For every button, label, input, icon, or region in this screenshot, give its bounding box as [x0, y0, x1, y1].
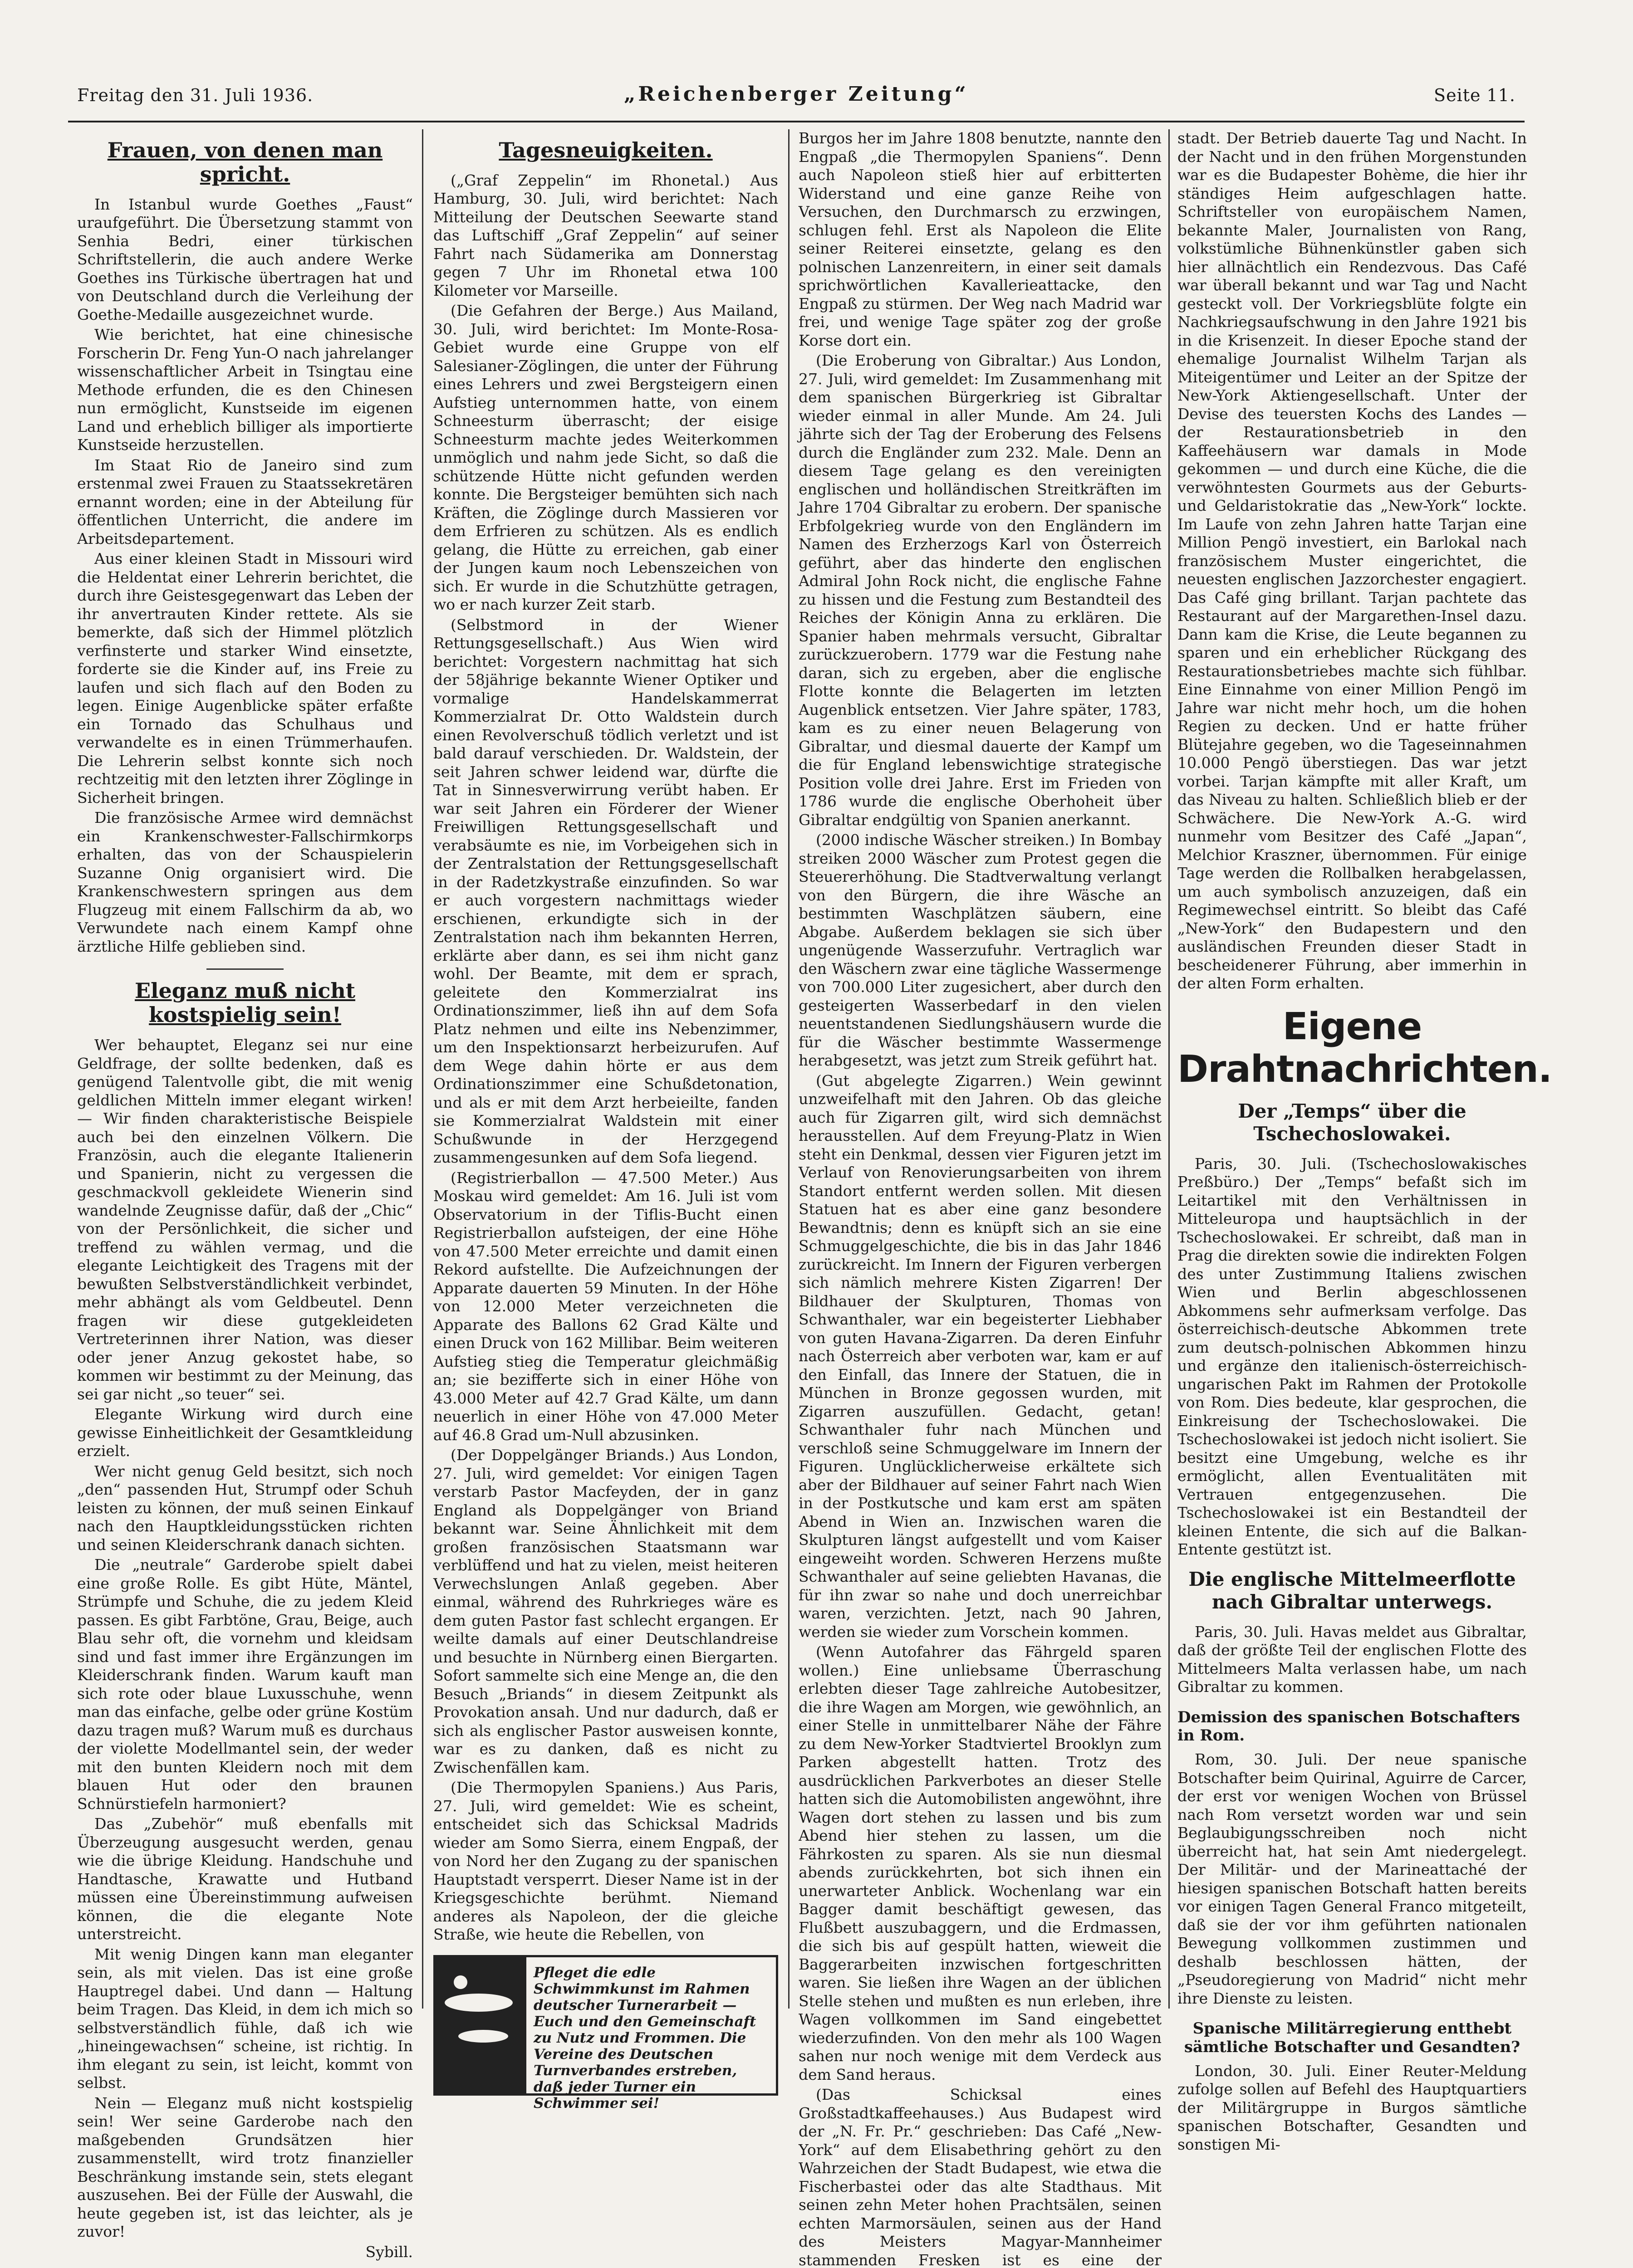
article-heading: Demission des spanischen Botschafters in Rom.: [1177, 1708, 1520, 1745]
article-paragraph: Wer behauptet, Eleganz sei nur eine Geldfrage, der sollte bedenken, daß es genügend Talentvolle gibt, die mit wenig geldlichen Mitteln immer elegant wirken! — Wir finden charakteristische Beispiele auch bei den einzelnen Völkern. Die Französin, auch die elegante Italienerin und Spanierin, nicht zu vergessen die geschmackvoll gekleidete Wienerin sind wandelnde Zeugnisse dafür, daß der „Chic“ von der Persönlichkeit, die sicher und treffend zu wählen vermag, und die elegante Leichtigkeit des Tragens mit der bewußten Selbstverständlichkeit verbindet, mehr abhängt als vom Geldbeutel. Denn fragen wir diese gutgekleideten Vertreterinnen ihrer Nation, was dieser oder jener Anzug gekostet habe, so kommen wir bestimmt zu der Meinung, das sei gar nicht „so teuer“ sei.: [77, 1036, 413, 1403]
column-2: [433, 129, 778, 2112]
article-paragraph: Nein — Eleganz muß nicht kostspielig sein! Wer seine Garderobe nach den maßgebenden Grundsätzen hier zusammenstellt, wird trotz finanzieller Beschränkung imstande sein, stets elegant auszusehen. Bei der Fülle der Auswahl, die heute gegeben ist, ist das leichter, als je zuvor!: [77, 2094, 413, 2241]
column-rule: [422, 129, 423, 2009]
header-date: Freitag den 31. Juli 1936.: [77, 85, 314, 105]
article-heading: Spanische Militärregierung entthebt sämtliche Botschafter und Gesandten?: [1184, 2019, 1520, 2057]
article-paragraph: Die „neutrale“ Garderobe spielt dabei eine große Rolle. Es gibt Hüte, Mäntel, Strümpfe und Schuhe, die zu jedem Kleid passen. Es gibt Farbtöne, Grau, Beige, auch Blau sehr oft, die vornehm und kleidsam sind und fast immer ihre Ergänzungen im Kleiderschrank finden. Warum kauft man sich rote oder blaue Luxusschuhe, wenn man das einfache, gelbe oder grüne Kostüm dazu tragen muß? Warum muß es durchaus der violette Modellmantel sein, der weder mit den bunten Kleidern noch mit dem blauen Hut oder den braunen Schnürstiefeln harmoniert?: [77, 1556, 413, 1813]
author-signature: Sybill.: [365, 2243, 413, 2261]
article-heading: Frauen, von denen man spricht.: [107, 138, 383, 186]
column-rule: [788, 129, 790, 2009]
news-item: (Die Eroberung von Gibraltar.) Aus London, 27. Juli, wird gemeldet: Im Zusammenhang mit dem spanischen Bürgerkrieg ist Gibraltar wieder einmal in aller Munde. Am 24. Juli jährte sich der Tag der Eroberung des Felsens durch die Engländer zum 232. Male. Denn an diesem Tage gelang es den vereinigten englischen und holländischen Streitkräften im Jahre 1704 Gibraltar zu erobern. Der spanische Erbfolgekrieg wurde von den Engländern im Namen des Erzherzogs Karl von Österreich geführt, aber das hinderte den englischen Admiral John Rock nicht, die englische Fahne zu hissen und die Festung zum Bestandteil des Reiches der Königin Anna zu erklären. Die Spanier haben mehrmals versucht, Gibraltar zurückzuerobern. 1779 war die Festung nahe daran, sich zu ergeben, aber die englische Flotte konnte die Belagerten im letzten Augenblick entsetzen. Vier Jahre später, 1783, kam es zu einer neuen Belagerung von Gibraltar, und diesmal dauerte der Kampf um die für England lebenswichtige strategische Position volle drei Jahre. Erst im Frieden von 1786 wurde die englische Oberhoheit über Gibraltar endgültig von Spanien anerkannt.: [799, 352, 1162, 829]
header-page-number: Seite 11.: [1434, 85, 1515, 105]
news-item: Paris, 30. Juli. (Tschechoslowakisches Preßbüro.) Der „Temps“ befaßt sich im Leitartikel mit den Verhältnissen in Mitteleuropa und hauptsächlich in der Tschechoslowakei. Er schreibt, daß man in Prag die direkten sowie die indirekten Folgen des unter Zustimmung Italiens zwischen Wien und Berlin abgeschlossenen Abkommens sehr aufmerksam verfolge. Das österreichisch-deutsche Abkommen trete zum deutsch-polnischen Abkommen hinzu und ergänze den italienisch-österreichisch-ungarischen Pakt im Rahmen der Protokolle von Rom. Dies bedeute, klar gesprochen, die Einkreisung der Tschechoslowakei. Die Tschechoslowakei ist jedoch nicht isoliert. Sie besitzt eine Umgebung, welche es ihr ermöglicht, allen Eventualitäten mit Vertrauen entgegenzusehen. Die Tschechoslowakei ist ein Bestandteil der kleinen Entente, die sich auf die Balkan-Entente gestützt ist.: [1177, 1154, 1527, 1559]
news-item: (Das Schicksal eines Großstadtkaffeehauses.) Aus Budapest wird der „N. Fr. Pr.“ geschrieben: Das Café „New-York“ auf dem Elisabethring gehört zu den Wahrzeichen der Stadt Budapest, wie etwa die Fischerbastei oder das alte Stadthaus. Mit seinen zehn Meter hohen Prachtsälen, seinen echten Marmorsäulen, seinen aus der Hand des Meisters Magyar-Mannheimer stammenden Fresken ist es eine der: [799, 2086, 1162, 2268]
news-item: (Die Gefahren der Berge.) Aus Mailand, 30. Juli, wird berichtet: Im Monte-Rosa-Gebiet wurde eine Gruppe von elf Salesianer-Zöglingen, die unter der Führung eines Lehrers und zwei Bergsteigern einen Aufstieg unternommen hatte, von einem Schneesturm überrascht; der eisige Schneesturm machte jedes Weiterkommen unmöglich und nahm jede Sicht, so daß die schützende Hütte nicht gefunden werden konnte. Die Bergsteiger bemühten sich nach Kräften, die Zöglinge durch Massieren vor dem Erfrieren zu schützen. Als es endlich gelang, die Hütte zu erreichen, gab einer der Jungen kaum noch Lebenszeichen von sich. Er wurde in die Schutzhütte getragen, wo er nach kurzer Zeit starb.: [433, 302, 778, 614]
article-paragraph: Aus einer kleinen Stadt in Missouri wird die Heldentat einer Lehrerin berichtet, die durch ihre Geistesgegenwart das Leben der ihr anvertrauten Kinder rettete. Als sie bemerkte, daß sich der Himmel plötzlich verfinsterte und starker Wind einsetzte, forderte sie die Kinder auf, ins Freie zu laufen und sich flach auf den Boden zu legen. Einige Augenblicke später erfaßte ein Tornado das Schulhaus und verwandelte es in einen Trümmerhaufen. Die Lehrerin selbst konnte sich noch rechtzeitig mit den letzten ihrer Zöglinge in Sicherheit bringen.: [77, 550, 413, 807]
news-item: (Registrierballon — 47.500 Meter.) Aus Moskau wird gemeldet: Am 16. Juli ist vom Observatorium in der Tiflis-Bucht einen Registrierballon aufsteigen, der eine Höhe von 47.500 Meter erreichte und damit einen Rekord aufstellte. Die Aufzeichnungen der Apparate dauerten 59 Minuten. In der Höhe von 12.000 Meter verzeichneten die Apparate des Ballons 62 Grad Kälte und einen Druck von 162 Millibar. Beim weiteren Aufstieg stieg die Temperatur gleichmäßig an; sie bezifferte sich in einer Höhe von 43.000 Meter auf 42.7 Grad Kälte, um dann neuerlich in einer Höhe von 47.000 Meter auf 46.8 Grad um-Null abzusinken.: [433, 1168, 778, 1444]
news-item: (Gut abgelegte Zigarren.) Wein gewinnt unzweifelhaft mit den Jahren. Ob das gleiche auch für Zigarren gilt, wird sich demnächst herausstellen. Auf dem Freyung-Platz in Wien steht ein Denkmal, dessen vier Figuren jetzt im Verlauf von Renovierungsarbeiten von ihrem Standort entfernt werden sollen. Mit diesen Statuen hat es aber eine ganz besondere Bewandtnis; denn es knüpft sich an sie eine Schmuggelgeschichte, die bis in das Jahr 1846 zurückreicht. Im Innern der Figuren verbergen sich nämlich mehrere Kisten Zigarren! Der Bildhauer der Skulpturen, Thomas von Schwanthaler, war ein begeisterter Liebhaber von guten Havana-Zigarren. Da deren Einfuhr nach Österreich aber verboten war, kam er auf den Einfall, das Innere der Statuen, die in München in Bronze gegossen wurden, mit Zigarren auszufüllen. Gedacht, getan! Schwanthaler fuhr nach München und verschloß seine Schmuggelware im Innern der Figuren. Unglücklicherweise erkältete sich aber der Bildhauer auf seiner Fahrt nach Wien in der Postkutsche und kam erst am späten Abend in Wien an. Inzwischen waren die Skulpturen längst aufgestellt und vom Kaiser eingeweiht worden. Schweren Herzens mußte Schwanthaler auf seine geliebten Havanas, die für ihn zwar so nahe und doch unerreichbar waren, verzichten. Jetzt, nach 90 Jahren, werden sie wieder zum Vorschein kommen.: [799, 1071, 1162, 1641]
news-item: („Graf Zeppelin“ im Rhonetal.) Aus Hamburg, 30. Juli, wird berichtet: Nach Mitteilung der Deutschen Seewarte stand das Luftschiff „Graf Zeppelin“ auf seiner Fahrt nach Südamerika am Donnerstag gegen 7 Uhr im Rhonetal etwa 100 Kilometer vor Marseille.: [433, 171, 778, 299]
header-paper-title: „Reichenberger Zeitung“: [624, 83, 969, 106]
news-item: (Die Thermopylen Spaniens.) Aus Paris, 27. Juli, wird gemeldet: Wie es scheint, entscheidet sich das Schicksal Madrids wieder am Somo Sierra, einem Engpaß, der von Nord her den Zugang zu der spanischen Hauptstadt versperrt. Dieser Name ist in der Kriegsgeschichte berühmt. Niemand anderes als Napoleon, der die gleiche Straße, wie heute die Rebellen, von: [433, 1779, 778, 1944]
article-paragraph: Elegante Wirkung wird durch eine gewisse Einheitlichkeit der Gesamtkleidung erzielt.: [77, 1405, 413, 1460]
article-paragraph: In Istanbul wurde Goethes „Faust“ uraufgeführt. Die Übersetzung stammt von Senhia Bedri, einer türkischen Schriftstellerin, die auch andere Werke Goethes ins Türkische übertragen hat und von Deutschland durch die Verleihung der Goethe-Medaille ausgezeichnet wurde.: [77, 195, 413, 323]
news-item: Paris, 30. Juli. Havas meldet aus Gibraltar, daß der größte Teil der englischen Flotte des Mittelmeers Malta verlassen habe, um nach Gibraltar zu kommen.: [1177, 1623, 1527, 1696]
news-item: stadt. Der Betrieb dauerte Tag und Nacht. In der Nacht und in den frühen Morgenstunden war es die Budapester Bohème, die hier ihr ständiges Heim aufgeschlagen hatte. Schriftsteller von europäischem Namen, bekannte Maler, Journalisten von Rang, volkstümliche Bühnenkünstler gaben sich hier allnächtlich ein Rendezvous. Das Café war überall bekannt und war Tag und Nacht gesteckt voll. Der Vorkriegsblüte folgte ein Nachkriegsaufschwung in den Jahre 1921 bis in die Krisenzeit. In dieser Epoche stand der ehemalige Journalist Wilhelm Tarjan als Miteigentümer und Leiter an der Spitze der New-York Aktiengesellschaft. Unter der Devise des teuersten Kochs des Landes — der Restaurationsbetrieb in den Kaffeehäusern war damals in Mode gekommen — und durch eine Küche, die die verwöhntesten Gourmets aus der Geburts- und Geldaristokratie das „New-York“ lockte. Im Laufe von zehn Jahren hatte Tarjan eine Million Pengö investiert, ein Barlokal nach französischem Muster eingerichtet, die neuesten englischen Jazzorchester engagiert. Das Café ging brillant. Tarjan pachtete das Restaurant auf der Margarethen-Insel dazu. Dann kam die Krise, die Leute begannen zu sparen und ein erheblicher Rückgang des Restaurationsbetriebes machte sich fühlbar. Eine Einnahme von einer Million Pengö im Jahre war nicht mehr hoch, um die hohen Regien zu decken. Und er hatte früher Blütejahre gegeben, wo die Tageseinnahmen 10.000 Pengö überstiegen. Das war jetzt vorbei. Tarjan kämpfte mit aller Kraft, um das Niveau zu halten. Schließlich blieb er der Schwächere. Die New-York A.-G. wird nunmehr vom Besitzer des Café „Japan“, Melchior Kraszner, übernommen. Für einige Tage werden die Rollbalken herabgelassen, um auch symbolisch anzuzeigen, daß ein Regimewechsel eintritt. So bleibt das Café „New-York“ den Budapestern und den ausländischen Freunden dieser Stadt in bescheidenerer Führung, aber immerhin in der alten Form erhalten.: [1177, 129, 1527, 992]
swimmer-illustration-icon: [436, 1957, 526, 2093]
news-item: (Der Doppelgänger Briands.) Aus London, 27. Juli, wird gemeldet: Vor einigen Tagen verstarb Pastor Macfeyden, der in ganz England als Doppelgänger von Briand bekannt war. Seine Ähnlichkeit mit dem großen französischen Staatsmann war verblüffend und hat zu vielen, meist heiteren Verwechslungen Anlaß gegeben. Aber einmal, während des Ruhrkrieges wäre es dem guten Pastor fast schlecht ergangen. Er weilte damals auf einer Deutschlandreise und besuchte in Nürnberg einen Biergarten. Sofort sammelte sich eine Menge an, die den Besuch „Briands“ in diesem Zeitpunkt als Provokation ansah. Und nur dadurch, daß er sich als englischer Pastor ausweisen konnte, war es zu danken, daß es nicht zu Zwischenfällen kam.: [433, 1446, 778, 1776]
article-paragraph: Das „Zubehör“ muß ebenfalls mit Überzeugung ausgesucht werden, genau wie die übrige Kleidung. Handschuhe und Handtasche, Krawatte und Hutband müssen eine Übereinstimmung aufweisen können, die die elegante Note unterstreicht.: [77, 1815, 413, 1943]
news-item: Burgos her im Jahre 1808 benutzte, nannte den Engpaß „die Thermopylen Spaniens“. Denn auch Napoleon stieß hier auf erbitterten Widerstand und eine ganze Reihe von Versuchen, den Durchmarsch zu erzwingen, schlugen fehl. Erst als Napoleon die Elite seiner Reiterei einsetzte, gelang es den polnischen Lanzenreitern, in einer seit damals sprichwörtlichen Kavallerieattacke, den Engpaß zu stürmen. Der Weg nach Madrid war frei, und wenige Tage später zog der große Korse dort ein.: [799, 129, 1162, 349]
section-divider: [206, 968, 284, 970]
article-heading: Eleganz muß nicht kostspielig sein!: [134, 978, 356, 1027]
article-paragraph: Im Staat Rio de Janeiro sind zum erstenmal zwei Frauen zu Staatssekretären ernannt worden; eine in der Abteilung für öffentlichen Unterricht, die andere im Arbeitsdepartement.: [77, 456, 413, 547]
article-paragraph: Mit wenig Dingen kann man eleganter sein, als mit vielen. Das ist eine große Hauptregel dabei. Und dann — Haltung beim Tragen. Das Kleid, in dem ich mich so selbstverständlich fühle, daß ich wie „hineingewachsen“ scheine, ist richtig. In ihm elegant zu sein, ist leicht, kommt von selbst.: [77, 1945, 413, 2092]
news-item: Rom, 30. Juli. Der neue spanische Botschafter beim Quirinal, Aguirre de Carcer, der erst vor wenigen Wochen von Brüssel nach Rom versetzt worden war und sein Beglaubigungsschreiben noch nicht überreicht hat, hat sein Amt niedergelegt. Der Militär- und der Marineattaché der hiesigen spanischen Botschaft hatten bereits vor einigen Tagen General Franco mitgeteilt, daß sie der vor ihm geführten nationalen Bewegung vollkommen zustimmen und deshalb beschlossen hätten, der „Pseudoregierung von Madrid“ nicht mehr ihre Dienste zu leisten.: [1177, 1750, 1527, 2007]
article-heading: Die englische Mittelmeerflotte nach Gibraltar unterwegs.: [1188, 1568, 1516, 1613]
news-item: (Selbstmord in der Wiener Rettungsgesellschaft.) Aus Wien wird berichtet: Vorgestern nachmittag hat sich der 58jährige bekannte Wiener Optiker und vormalige Handelskammerrat Kommerzialrat Dr. Otto Waldstein durch einen Revolverschuß tödlich verletzt und ist bald darauf verschieden. Dr. Waldstein, der seit Jahren schwer leidend war, dürfte die Tat in Sinnesverwirrung verübt haben. Er war seit Jahren ein Förderer der Wiener Freiwilligen Rettungsgesellschaft und verabsäumte es nie, im Vorbeigehen sich in der Zentralstation der Rettungsgesellschaft in der Radetzkystraße einzufinden. So war er auch vorgestern nachmittags wieder erschienen, erkundigte sich in der Zentralstation nach ihm bekannten Herren, erklärte aber dann, es sei ihm nicht ganz wohl. Der Beamte, mit dem er sprach, geleitete den Kommerzialrat ins Ordinationszimmer, ließ ihn auf dem Sofa Platz nehmen und eilte ins Nebenzimmer, um den Inspektionsarzt herbeizurufen. Auf dem Wege dahin hörte er aus dem Ordinationszimmer eine Schußdetonation, und als er mit dem Arzt herbeieilte, fanden sie Kommerzialrat Waldstein mit einer Schußwunde in der Herzgegend zusammengesunken auf dem Sofa liegend.: [433, 616, 778, 1167]
news-item: (Wenn Autofahrer das Fährgeld sparen wollen.) Eine unliebsame Überraschung erlebten dieser Tage zahlreiche Autobesitzer, die ihre Wagen am Morgen, wie gewöhnlich, an einer Stelle in unmittelbarer Nähe der Fähre zu dem New-Yorker Stadtviertel Brooklyn zum Parken abgestellt hatten. Trotz des ausdrücklichen Parkverbotes an dieser Stelle hatten sich die Automobilisten angewöhnt, ihre Wagen dort stehen zu lassen und bis zum Abend hier stehen zu lassen, um die Fährkosten zu sparen. Als sie nun diesmal abends zurückkehrten, bot sich ihnen ein unerwarteter Anblick. Wochenlang war ein Bagger damit beschäftigt gewesen, das Flußbett auszubaggern, und die Erdmassen, die sich bis auf gespült hatten, wieweit die Baggerarbeiten inzwischen fortgeschritten waren. Sie ließen ihre Wagen an der üblichen Stelle stehen und mußten es nun erleben, ihre Wagen vollkommen im Sand eingebettet wiederzufinden. Von den mehr als 100 Wagen sahen nur noch wenige mit dem Verdeck aus dem Sand heraus.: [799, 1643, 1162, 2083]
article-heading: Der „Temps“ über die Tschechoslowakei.: [1238, 1100, 1466, 1145]
column-3: [799, 129, 1162, 2268]
article-paragraph: Die französische Armee wird demnächst ein Krankenschwester-Fallschirmkorps erhalten, das von der Schauspielerin Suzanne Onig organisiert wird. Die Krankenschwestern springen aus dem Flugzeug mit einem Fallschirm da ab, wo Verwundete nach einem Kampf ohne ärztliche Hilfe geblieben sind.: [77, 809, 413, 955]
article-heading: Tagesneuigkeiten.: [499, 138, 713, 162]
page-header: [77, 83, 1515, 112]
column-rule: [1168, 129, 1170, 2009]
section-heading: Eigene Drahtnachrichten.: [1177, 1005, 1552, 1091]
header-rule: [68, 121, 1525, 122]
column-4: [1177, 129, 1552, 2153]
article-paragraph: Wie berichtet, hat eine chinesische Forscherin Dr. Feng Yun-O nach jahrelanger wissenschaftlicher Arbeit in Tsingtau eine Methode erfunden, die es den Chinesen nun ermöglicht, Kunstseide im eigenen Land und erheblich billiger als importierte Kunstseide herzustellen.: [77, 326, 413, 454]
swimming-advertisement: [433, 1955, 778, 2112]
news-item: London, 30. Juli. Einer Reuter-Meldung zufolge sollen auf Befehl des Hauptquartiers der Militärgruppe in Burgos sämtliche spanischen Botschafter, Gesandten und sonstigen Mi-: [1177, 2062, 1527, 2153]
news-item: (2000 indische Wäscher streiken.) In Bombay streiken 2000 Wäscher zum Protest gegen die Steuererhöhung. Die Stadtverwaltung verlangt von den Bürgern, die ihre Wäsche an bestimmten Waschplätzen säubern, eine Abgabe. Außerdem beklagen sie sich über ungenügende Wasserzufuhr. Vertraglich war den Wäschern zwar eine tägliche Wassermenge von 700.000 Liter zugesichert, aber durch den gesteigerten Wasserbedarf in den vielen neuentstandenen Siedlungshäusern wurde die für die Wäscher bestimmte Wassermenge herabgesetzt, was jetzt zum Streik geführt hat.: [799, 831, 1162, 1069]
advertisement-text: Pfleget die edle Schwimmkunst im Rahmen deutscher Turnerarbeit — Euch und den Gemeinschaft zu Nutz und Frommen. Die Vereine des Deutschen Turnverbandes erstreben, daß jeder Turner ein Schwimmer sei!: [534, 1964, 756, 2112]
article-paragraph: Wer nicht genug Geld besitzt, sich noch „den“ passenden Hut, Strumpf oder Schuh leisten zu können, der muß seinen Einkauf nach den Hauptkleidungsstücken richten und seinen Kleiderschrank danach sichten.: [77, 1462, 413, 1554]
column-1: [77, 129, 413, 2261]
